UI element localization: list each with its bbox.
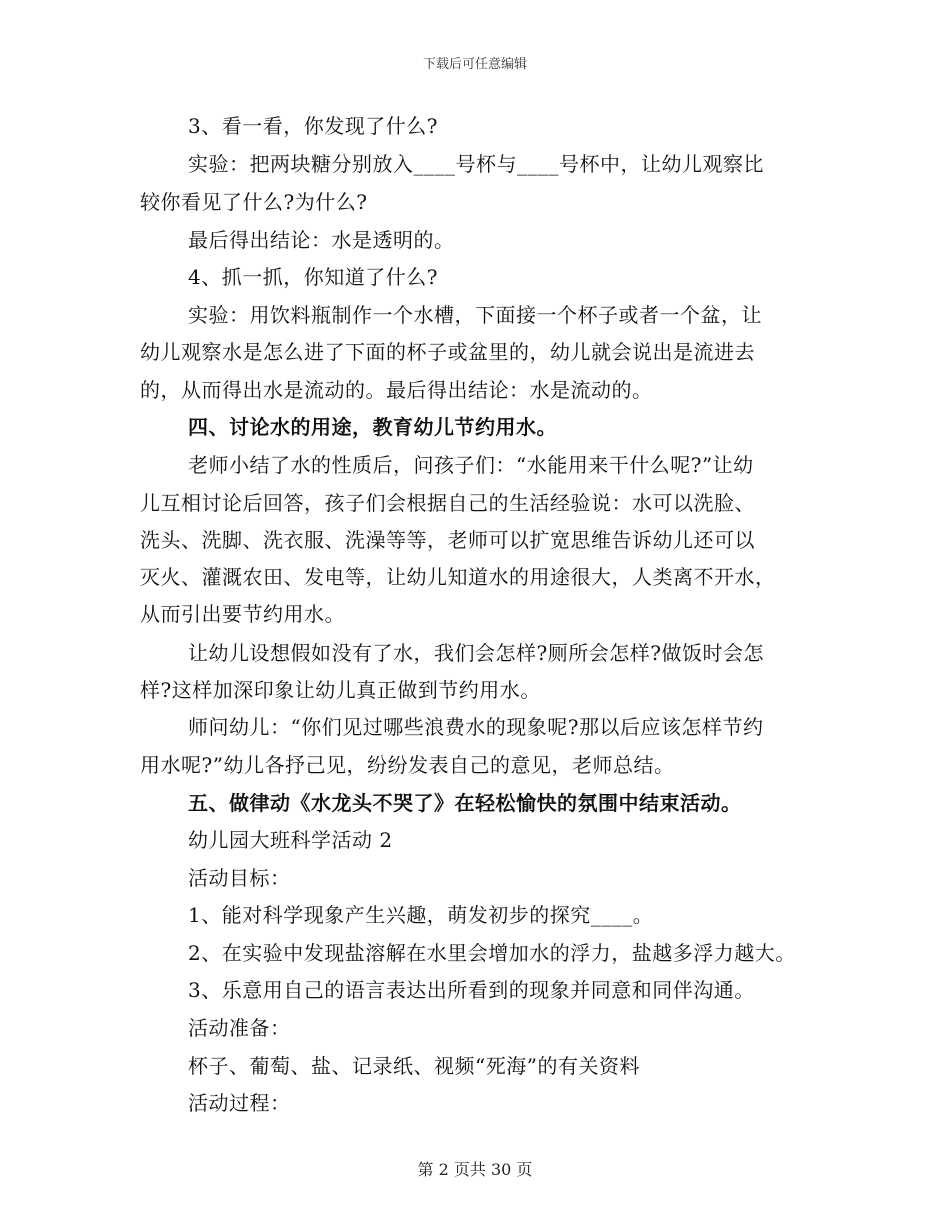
text-line: 实验：用饮料瓶制作一个水槽，下面接一个杯子或者一个盆，让 xyxy=(188,303,762,327)
text-line: 儿互相讨论后回答，孩子们会根据自己的生活经验说：水可以洗脸、 xyxy=(140,491,755,515)
page-header: 下载后可任意编辑 xyxy=(422,57,527,72)
text-line: 洗头、洗脚、洗衣服、洗澡等等，老师可以扩宽思维告诉幼儿还可以 xyxy=(140,528,755,552)
text-line: 3、看一看，你发现了什么? xyxy=(188,114,438,138)
text-line: 样?这样加深印象让幼儿真正做到节约用水。 xyxy=(140,678,541,702)
text-line: 最后得出结论：水是透明的。 xyxy=(188,228,455,252)
text-line: 较你看见了什么?为什么? xyxy=(140,190,368,214)
text-line: 灭火、灌溉农田、发电等，让幼儿知道水的用途很大，人类离不开水， xyxy=(140,565,776,589)
text-line: 4、抓一抓，你知道了什么? xyxy=(188,265,438,289)
text-line: 老师小结了水的性质后，问孩子们：“水能用来干什么呢?”让幼 xyxy=(188,453,754,477)
text-line: 活动目标： xyxy=(188,866,291,890)
section-heading: 四、讨论水的用途，教育幼儿节约用水。 xyxy=(188,415,557,439)
text-line: 用水呢?”幼儿各抒己见，纷纷发表自己的意见，老师总结。 xyxy=(140,753,675,777)
text-line: 杯子、葡萄、盐、记录纸、视频“死海”的有关资料 xyxy=(188,1054,640,1078)
text-line: 让幼儿设想假如没有了水，我们会怎样?厕所会怎样?做饭时会怎 xyxy=(188,641,764,665)
text-line: 3、乐意用自己的语言表达出所看到的现象并同意和同伴沟通。 xyxy=(188,978,755,1002)
text-line: 从而引出要节约用水。 xyxy=(140,602,345,626)
page-footer: 第 2 页共 30 页 xyxy=(417,1160,533,1179)
text-line: 的，从而得出水是流动的。最后得出结论：水是流动的。 xyxy=(140,378,653,402)
text-line: 活动准备： xyxy=(188,1016,291,1040)
text-line: 活动过程： xyxy=(188,1091,291,1115)
text-line: 幼儿园大班科学活动 2 xyxy=(188,828,393,852)
text-line: 幼儿观察水是怎么进了下面的杯子或盆里的，幼儿就会说出是流进去 xyxy=(140,340,755,364)
text-line: 2、在实验中发现盐溶解在水里会增加水的浮力，盐越多浮力越大。 xyxy=(188,941,796,965)
section-heading: 五、做律动《水龙头不哭了》在轻松愉快的氛围中结束活动。 xyxy=(188,791,742,815)
text-line: 师问幼儿：“你们见过哪些浪费水的现象呢?那以后应该怎样节约 xyxy=(188,715,764,739)
text-line: 1、能对科学现象产生兴趣，萌发初步的探究____。 xyxy=(188,903,654,927)
text-line: 实验：把两块糖分别放入____号杯与____号杯中，让幼儿观察比 xyxy=(188,152,764,176)
